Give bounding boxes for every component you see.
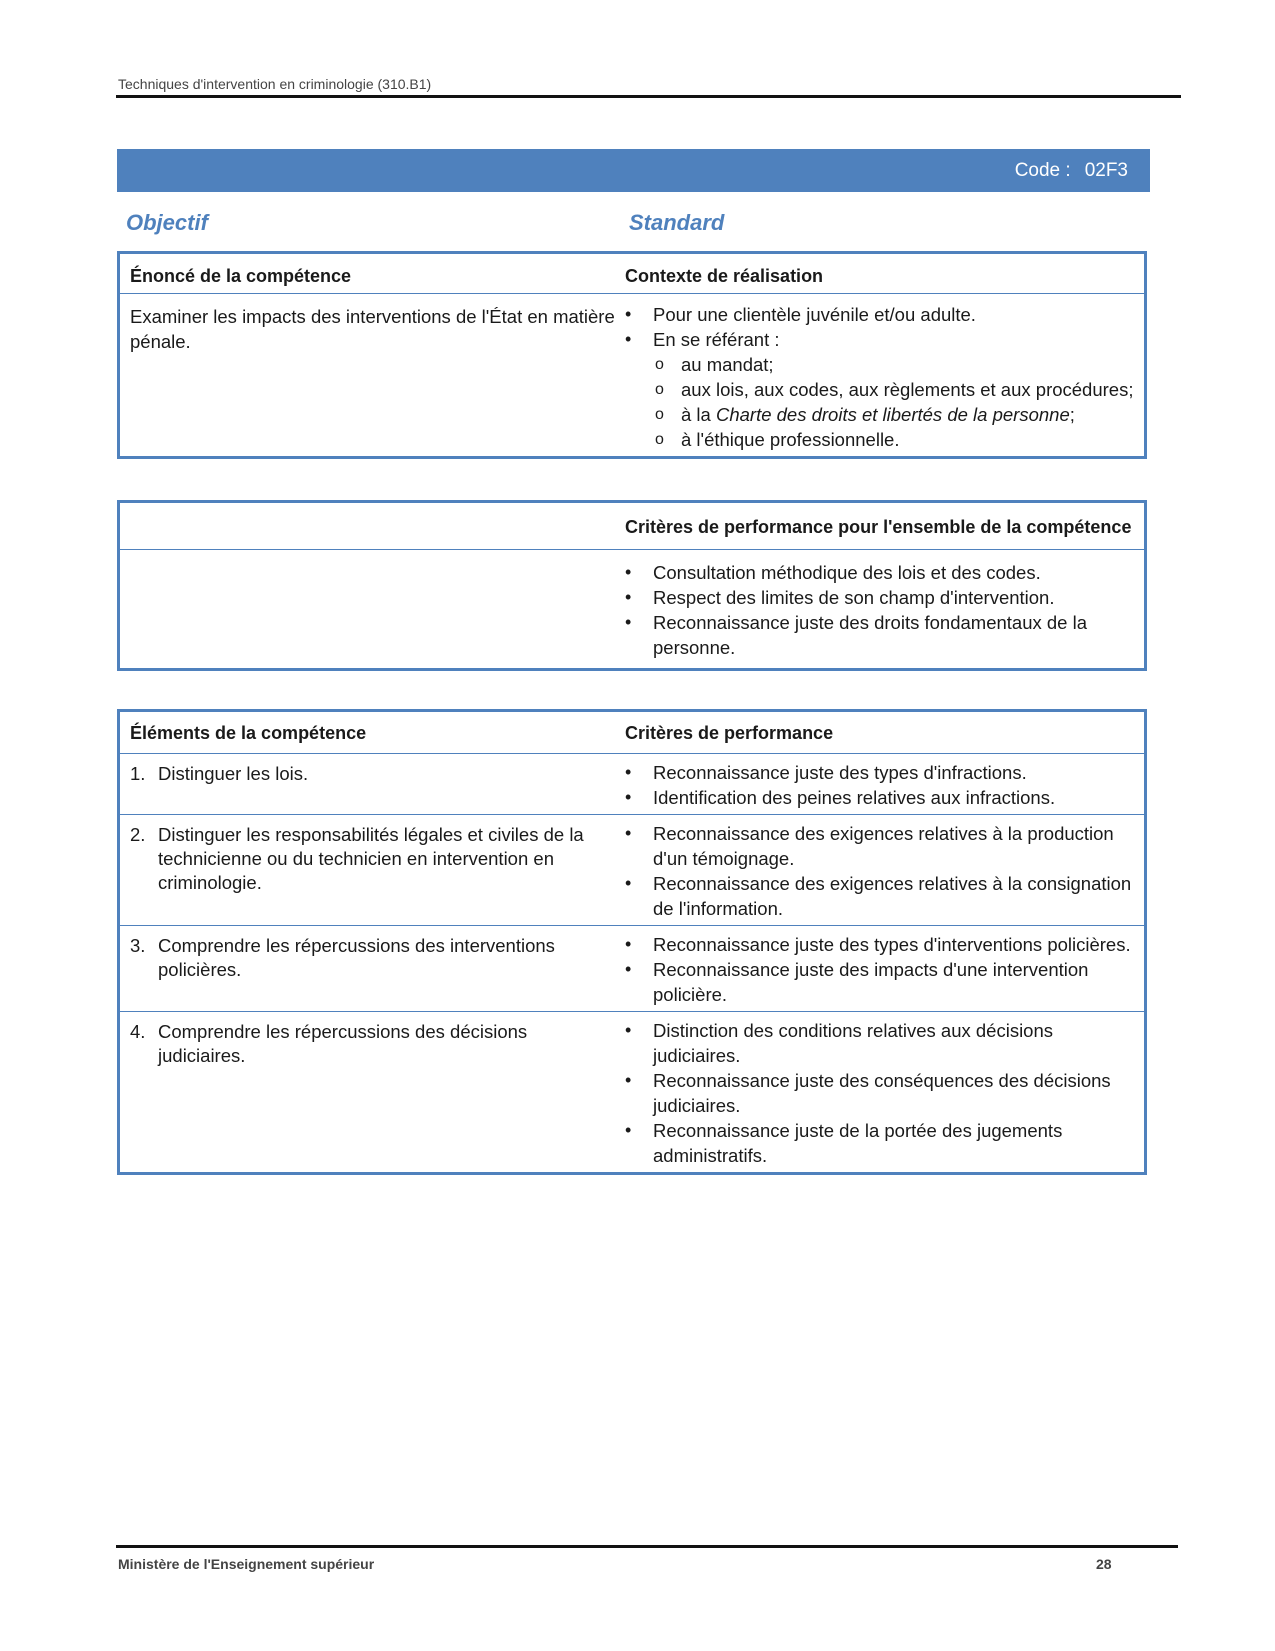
- elements-table-header: [120, 712, 1144, 753]
- element-text: Comprendre les répercussions des interventions policières.: [158, 935, 555, 980]
- criteria-list: [625, 760, 1134, 810]
- charte-prefix: à la: [681, 404, 711, 425]
- contexte-list: [625, 294, 1144, 456]
- element-item: [130, 934, 617, 982]
- competence-table-header: [120, 254, 1144, 293]
- standard-label: Standard: [629, 210, 725, 235]
- table-row: [120, 1011, 1144, 1172]
- sub-list-item: o au mandat;: [653, 352, 1134, 377]
- code-label-group: [1015, 160, 1128, 182]
- list-item-label: En se référant :: [653, 329, 780, 350]
- criteria-header: Critères de performance: [625, 723, 834, 743]
- criteria-list: [625, 932, 1134, 1007]
- empty-cell: [120, 503, 625, 549]
- header-rule: [116, 95, 1181, 98]
- criteria-cell: [625, 926, 1144, 1011]
- contexte-subitems: [625, 352, 1134, 452]
- element-cell: [120, 815, 625, 925]
- table-row: [120, 925, 1144, 1011]
- elements-header: Éléments de la compétence: [130, 723, 367, 743]
- list-item: • Reconnaissance des exigences relatives à la production d'un témoignage.: [625, 821, 1134, 871]
- element-text: Distinguer les responsabilités légales et civiles de la technicienne ou du technicien en intervention en criminologie.: [158, 824, 584, 893]
- list-item: • Reconnaissance juste des conséquences des décisions judiciaires.: [625, 1068, 1134, 1118]
- sub-list-item: o à l'éthique professionnelle.: [653, 427, 1134, 452]
- criteria-cell: [625, 1012, 1144, 1172]
- contexte-header: Contexte de réalisation: [625, 266, 824, 286]
- element-number: 4.: [130, 1021, 146, 1042]
- footer-rule: [116, 1545, 1178, 1548]
- enonce-text: Examiner les impacts des interventions de l'État en matière pénale.: [130, 306, 615, 352]
- page-number: 28: [1096, 1556, 1112, 1572]
- competence-table: [117, 251, 1147, 459]
- criteria-list: [625, 1018, 1134, 1168]
- list-item: • Pour une clientèle juvénile et/ou adulte.: [625, 302, 1134, 327]
- criteria-list: [625, 821, 1134, 921]
- table-row: [120, 753, 1144, 814]
- criteria-cell: [625, 754, 1144, 814]
- list-item: • Reconnaissance des exigences relatives à la consignation de l'information.: [625, 871, 1134, 921]
- element-cell: [120, 926, 625, 1011]
- list-item: • Reconnaissance juste des impacts d'une intervention policière.: [625, 957, 1134, 1007]
- elements-table: [117, 709, 1147, 1175]
- list-item: • Identification des peines relatives aux infractions.: [625, 785, 1134, 810]
- list-item: • Reconnaissance juste des types d'infractions.: [625, 760, 1134, 785]
- element-cell: [120, 754, 625, 814]
- footer-ministry: Ministère de l'Enseignement supérieur: [118, 1556, 375, 1572]
- global-criteria-list: [625, 550, 1144, 668]
- code-bar: [117, 149, 1150, 192]
- list-item: • Distinction des conditions relatives aux décisions judiciaires.: [625, 1018, 1134, 1068]
- list-item: • Consultation méthodique des lois et des codes.: [625, 560, 1134, 585]
- global-criteria-header-row: [120, 503, 1144, 549]
- element-number: 2.: [130, 824, 146, 845]
- element-cell: [120, 1012, 625, 1172]
- list-item: • Reconnaissance juste des droits fondamentaux de la personne.: [625, 610, 1134, 660]
- table-row: [120, 814, 1144, 925]
- empty-cell: [120, 550, 625, 668]
- element-item: [130, 1020, 617, 1068]
- element-number: 1.: [130, 763, 146, 784]
- global-criteria-items: [625, 560, 1134, 660]
- element-item: [130, 823, 617, 895]
- list-item: • Respect des limites de son champ d'intervention.: [625, 585, 1134, 610]
- list-item: • Reconnaissance juste des types d'interventions policières.: [625, 932, 1134, 957]
- element-text: Distinguer les lois.: [158, 763, 309, 784]
- global-criteria-table: [117, 500, 1147, 671]
- contexte-items: [625, 302, 1134, 352]
- competence-table-body: [120, 293, 1144, 456]
- code-label: Code :: [1014, 160, 1071, 181]
- charte-title: Charte des droits et libertés de la personne: [715, 404, 1070, 425]
- charte-suffix: ;: [1069, 404, 1075, 425]
- global-criteria-body-row: [120, 549, 1144, 668]
- objectif-label: Objectif: [126, 210, 208, 235]
- element-number: 3.: [130, 935, 146, 956]
- program-title: Techniques d'intervention en criminologie (310.B1): [118, 76, 432, 92]
- global-criteria-header: Critères de performance pour l'ensemble de la compétence: [625, 517, 1132, 537]
- criteria-cell: [625, 815, 1144, 925]
- element-item: [130, 762, 617, 786]
- element-text: Comprendre les répercussions des décisions judiciaires.: [158, 1021, 528, 1066]
- list-item: • Reconnaissance juste de la portée des jugements administratifs.: [625, 1118, 1134, 1168]
- list-item: [625, 327, 1134, 352]
- code-value: 02F3: [1084, 160, 1128, 181]
- sub-list-item: o aux lois, aux codes, aux règlements et aux procédures;: [653, 377, 1134, 402]
- sub-list-item: [653, 402, 1134, 427]
- enonce-header: Énoncé de la compétence: [130, 266, 352, 286]
